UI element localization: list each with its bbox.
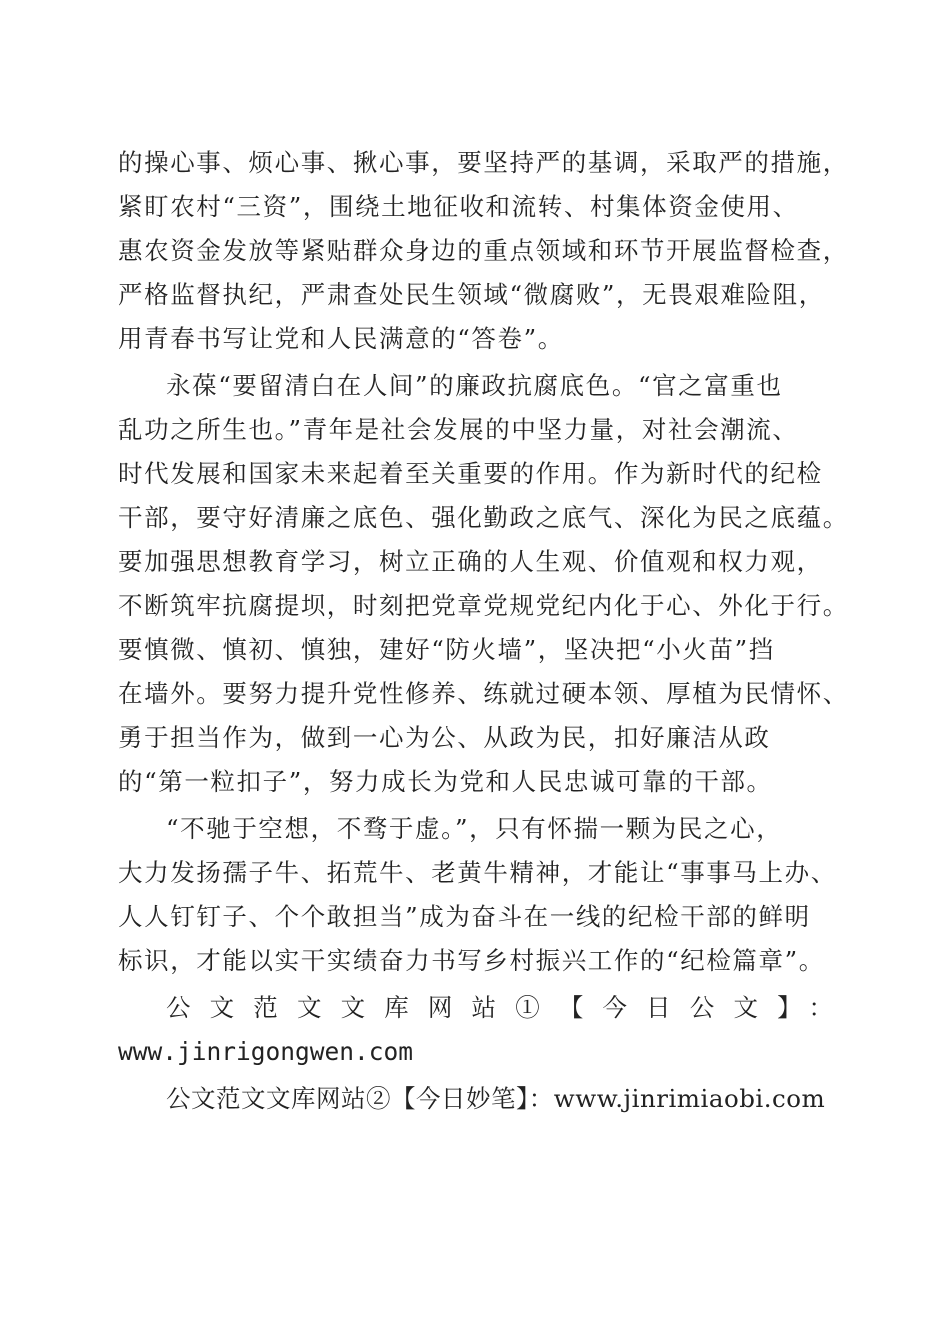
website-1-label: 公文范文文库网站①【今日公文】： xyxy=(166,993,833,1022)
website-2-line[interactable]: 公文范文文库网站②【今日妙笔】：www.jinrimiaobi.com xyxy=(166,1084,826,1113)
text-line: 用青春书写让党和人民满意的“答卷”。 xyxy=(118,324,564,353)
text-line: 勇于担当作为，做到一心为公、从政为民，扣好廉洁从政 xyxy=(118,723,771,752)
text-line: 标识，才能以实干实绩奋力书写乡村振兴工作的“纪检篇章”。 xyxy=(118,946,825,975)
text-line: 要慎微、慎初、慎独，建好“防火墙”，坚决把“小火苗”挡 xyxy=(118,635,775,664)
paragraph-first-line: 永葆“要留清白在人间”的廉政抗腐底色。“官之富重也 xyxy=(166,371,783,400)
paragraph-first-line: “不驰于空想，不骛于虚。”，只有怀揣一颗为民之心， xyxy=(166,814,783,843)
text-line: 紧盯农村“三资”，围绕土地征收和流转、村集体资金使用、 xyxy=(118,192,799,221)
text-line: 在墙外。要努力提升党性修养、练就过硬本领、厚植为民情怀、 xyxy=(118,679,849,708)
text-line: 乱功之所生也。”青年是社会发展的中坚力量，对社会潮流、 xyxy=(118,415,799,444)
text-line: 的操心事、烦心事、揪心事，要坚持严的基调，采取严的措施， xyxy=(118,148,849,177)
text-line: 要加强思想教育学习，树立正确的人生观、价值观和权力观， xyxy=(118,547,823,576)
text-line: 不断筑牢抗腐提坝，时刻把党章党规党纪内化于心、外化于行。 xyxy=(118,591,849,620)
text-line: 干部，要守好清廉之底色、强化勤政之底气、深化为民之底蕴。 xyxy=(118,503,849,532)
text-line: 的“第一粒扣子”，努力成长为党和人民忠诚可靠的干部。 xyxy=(118,767,773,796)
text-line: 大力发扬孺子牛、拓荒牛、老黄牛精神，才能让“事事马上办、 xyxy=(118,858,837,887)
text-line: 严格监督执纪，严肃查处民生领域“微腐败”，无畏艰难险阻， xyxy=(118,280,825,309)
website-1-url[interactable]: www.jinrigongwen.com xyxy=(118,1037,414,1066)
text-line: 惠农资金发放等紧贴群众身边的重点领域和环节开展监督检查， xyxy=(118,236,849,265)
text-line: 时代发展和国家未来起着至关重要的作用。作为新时代的纪检 xyxy=(118,459,823,488)
text-line: 人人钉钉子、个个敢担当”成为奋斗在一线的纪检干部的鲜明 xyxy=(118,902,811,931)
